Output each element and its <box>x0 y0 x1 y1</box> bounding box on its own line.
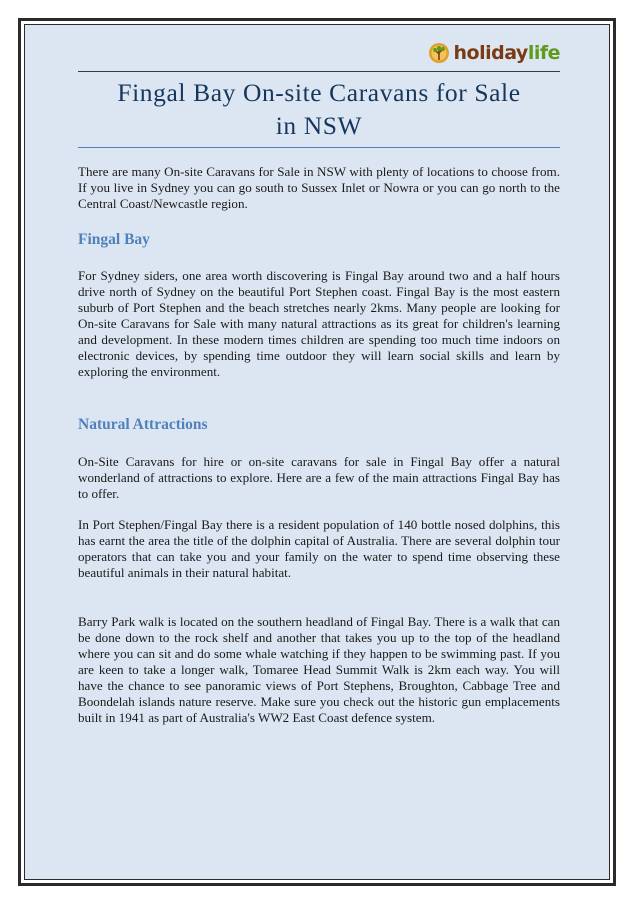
section2-paragraph-2: In Port Stephen/Fingal Bay there is a resident population of 140 bottle nosed dolphins, this has earnt the area the title of the dolphin capital of Australia. There are several dolphin tour operators that can take you and your family on the water to spend time observing these beautiful animals in their natural habitat. <box>78 517 560 580</box>
page-title-line-2: in NSW <box>275 111 363 140</box>
section2-paragraph-1: On-Site Caravans for hire or on-site caravans for sale in Fingal Bay offer a natural wonderland of attractions to explore. Here are a few of the main attractions Fingal Bay has to offer. <box>78 454 560 501</box>
section-heading-natural-attractions: Natural Attractions <box>78 416 208 433</box>
section1-paragraph-1: For Sydney siders, one area worth discovering is Fingal Bay around two and a half hours drive north of Sydney on the beautiful Port Stephen coast. Fingal Bay is the most eastern suburb of Port Stephen and the beach stretches nearly 2kms. Many people are looking for On-site Caravans for Sale with many natural attractions as its great for children's learning and development. In these modern times children are spending too much time indoors on electronic devices, by spending time outdoor they will learn social skills and learn by exploring the environment. <box>78 268 560 379</box>
page-title <box>78 76 560 142</box>
intro-paragraph: There are many On-site Caravans for Sale in NSW with plenty of locations to choose from. If you live in Sydney you can go south to Sussex Inlet or Nowra or you can go north to the Central Coast/Newcastle region. <box>78 164 560 211</box>
logo-text <box>453 42 560 64</box>
holidaylife-logo <box>428 40 560 66</box>
page-title-line-1: Fingal Bay On-site Caravans for Sale <box>117 78 521 107</box>
section2-paragraph-3: Barry Park walk is located on the southern headland of Fingal Bay. There is a walk that can be done down to the rock shelf and another that takes you up to the top of the headland where you can sit and do some whale watching if they happen to be swimming past. If you are keen to take a longer walk, Tomaree Head Summit Walk is 2km each way. You will have the chance to see panoramic views of Port Stephens, Broughton, Cabbage Tree and Boondelah islands nature reserve. Make sure you check out the historic gun emplacements built in 1941 as part of Australia's WW2 East Coast defence system. <box>78 614 560 725</box>
title-divider-top <box>78 71 560 72</box>
page-border-inner <box>24 24 610 880</box>
logo-text-holiday: holiday <box>453 42 528 64</box>
leaf-tree-logo-icon <box>428 42 450 64</box>
title-divider-bottom <box>78 147 560 148</box>
section-heading-fingal-bay: Fingal Bay <box>78 231 150 248</box>
logo-text-life: life <box>527 42 560 64</box>
